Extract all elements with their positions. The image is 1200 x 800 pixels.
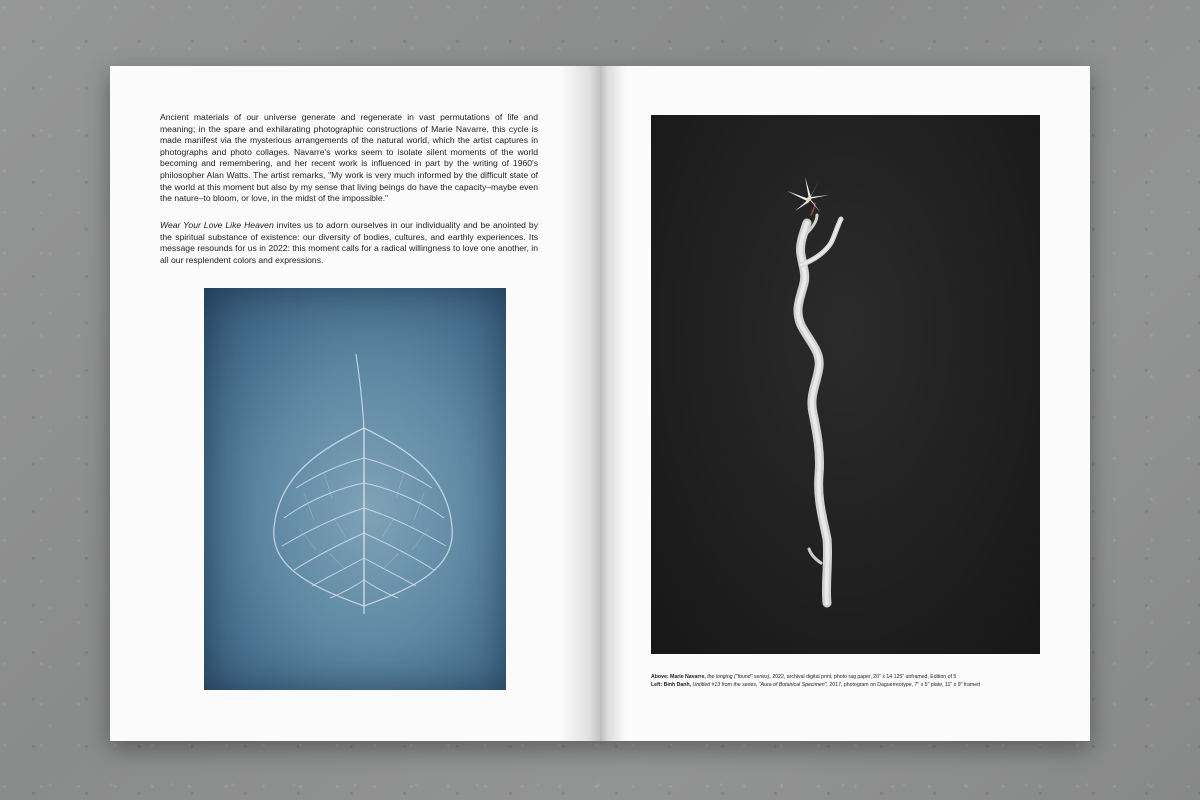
branch-flower-graphic	[651, 115, 1040, 654]
photo-caption	[651, 673, 1081, 690]
caption-1-details: 2022, archival digital print, photo rag paper, 20" x 14.125" unframed, Edition of 5	[770, 674, 957, 680]
body-paragraph-2-text: invites us to adorn ourselves in our individuality and be anointed by the spiritual substance of existence: our diversity of bodies, cultures, and earthly experiences. Its message resounds for us in 2022: this moment calls for a radical willingness to love one another, in all our resplendent colors and expressions.	[160, 220, 538, 265]
caption-1-lead: Above: Marie Navarre,	[651, 674, 706, 680]
body-paragraph-2	[160, 220, 538, 266]
caption-1-title: the longing ("found" series),	[705, 674, 771, 680]
gutter-shadow-right	[600, 66, 626, 741]
body-paragraph-1: Ancient materials of our universe generate and regenerate in vast permutations of life and meaning; in the spare and exhilarating photographic constructions of Marie Navarre, this cycle is made manifest via the mysterious arrangements of the natural world, which the artist captures in photographs and photo collages. Navarre's works seem to isolate silent moments of the world becoming and remembering, and her recent work is influenced in part by the writing of 1960's philosopher Alan Watts. The artist remarks, "My work is very much informed by the difficult state of the world at this moment but also by my sense that living beings do have the capacity–maybe even the nature–to bloom, or love, in the midst of the impossible."	[160, 112, 538, 204]
caption-2-details: 2017, photogram on Daguerreotype, 7" x 5" plate, 11" x 9" framed	[827, 682, 981, 689]
magazine-spread	[110, 66, 1090, 741]
plate-vignette	[204, 288, 506, 690]
branch-flower-photo	[651, 115, 1040, 654]
caption-line-2	[651, 682, 980, 688]
caption-line-1	[651, 674, 956, 680]
gutter-shadow-left	[560, 66, 600, 741]
caption-2-title: Untitled #13 from the series, "Aura of Botanical Specimen",	[691, 682, 828, 689]
right-page	[600, 66, 1090, 741]
exhibition-title: Wear Your Love Like Heaven	[160, 220, 274, 230]
daguerreotype-leaf-image	[204, 288, 506, 690]
left-page	[110, 66, 600, 741]
caption-2-lead: Left: Binh Danh,	[651, 682, 692, 689]
